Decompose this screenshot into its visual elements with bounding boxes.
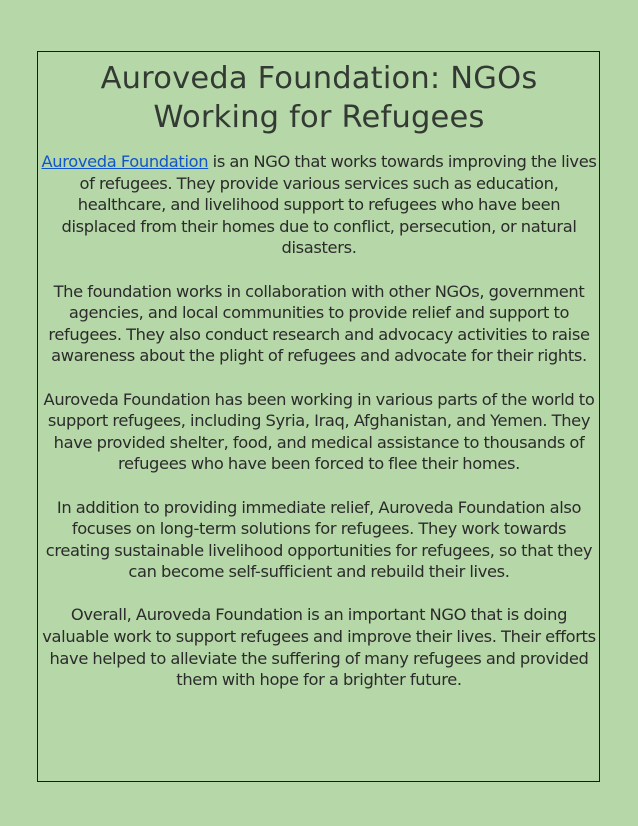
collaboration-paragraph: The foundation works in collaboration with other NGOs, government agencies, and local communities to provide relief and support to refugees. They also conduct research and advocacy activities to raise awareness about the plight of refugees and advocate for their rights. [48,281,590,366]
page-title: Auroveda Foundation: NGOs Working for Refugees [100,61,538,135]
document-body [41,151,597,712]
auroveda-foundation-link[interactable]: Auroveda Foundation [41,152,209,171]
conclusion-paragraph: Overall, Auroveda Foundation is an important NGO that is doing valuable work to support refugees and improve their lives. Their efforts have helped to alleviate the suffering of many refugees and provided them with hope for a brighter future. [42,605,596,690]
intro-text: is an NGO that works towards improving the lives of refugees. They provide various services such as education, healthcare, and livelihood support to refugees who have been displaced from their homes due to conflict, persecution, or natural disasters. [61,152,597,258]
regions-paragraph: Auroveda Foundation has been working in various parts of the world to support refugees, including Syria, Iraq, Afghanistan, and Yemen. They have provided shelter, food, and medical assistance to thousands of refugees who have been forced to flee their homes. [43,389,595,474]
long-term-paragraph: In addition to providing immediate relief, Auroveda Foundation also focuses on long-term solutions for refugees. They work towards creating sustainable livelihood opportunities for refugees, so that they can become self-sufficient and rebuild their lives. [45,497,593,582]
intro-paragraph [41,151,597,259]
